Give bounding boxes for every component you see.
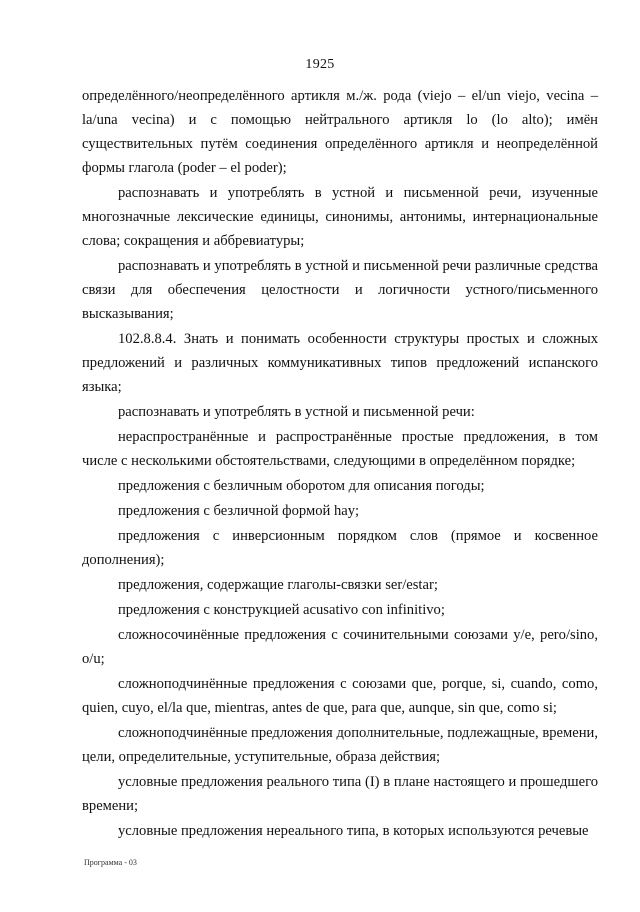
paragraph: сложносочинённые предложения с сочинительными союзами y/e, pero/sino, o/u; — [82, 627, 598, 667]
paragraph: условные предложения реального типа (I) в плане настоящего и прошедшего времени; — [82, 774, 598, 814]
paragraph: сложноподчинённые предложения дополнительные, подлежащные, времени, цели, определительные, уступительные, образа действия; — [82, 725, 598, 765]
paragraph-continuation: определённого/неопределённого артикля м./ж. рода (viejo – el/un viejo, vecina – la/una vecina) и с помощью нейтрального артикля lo (lo alto); имён существительных путём соединения определённого артикля и неопределённой формы глагола (poder – el poder); — [82, 88, 598, 176]
paragraph: предложения с конструкцией acusativo con infinitivo; — [118, 602, 445, 618]
paragraph: предложения с безличной формой hay; — [118, 503, 360, 519]
paragraph: предложения с безличным оборотом для описания погоды; — [118, 478, 485, 494]
paragraph: предложения, содержащие глаголы-связки ser/estar; — [118, 577, 438, 593]
paragraph: сложноподчинённые предложения с союзами que, porque, si, cuando, como, quien, cuyo, el/la que, mientras, antes de que, para que, aunque, sin que, como si; — [82, 676, 598, 716]
paragraph: предложения с инверсионным порядком слов (прямое и косвенное дополнения); — [82, 528, 598, 568]
paragraph: условные предложения нереального типа, в которых используются речевые — [118, 823, 589, 839]
footer-label: Программа - 03 — [84, 858, 137, 867]
paragraph: распознавать и употреблять в устной и письменной речи: — [118, 404, 475, 420]
paragraph: распознавать и употреблять в устной и письменной речи различные средства связи для обеспечения целостности и логичности устного/письменного высказывания; — [82, 258, 598, 322]
document-body — [82, 84, 598, 844]
paragraph: распознавать и употреблять в устной и письменной речи, изученные многозначные лексические единицы, синонимы, антонимы, интернациональные слова; сокращения и аббревиатуры; — [82, 185, 598, 249]
paragraph: нераспространённые и распространённые простые предложения, в том числе с несколькими обстоятельствами, следующими в определённом порядке; — [82, 429, 598, 469]
paragraph-section-102-8-8-4: 102.8.8.4. Знать и понимать особенности структуры простых и сложных предложений и различных коммуникативных типов предложений испанского языка; — [82, 331, 598, 395]
page-number: 1925 — [305, 57, 335, 72]
